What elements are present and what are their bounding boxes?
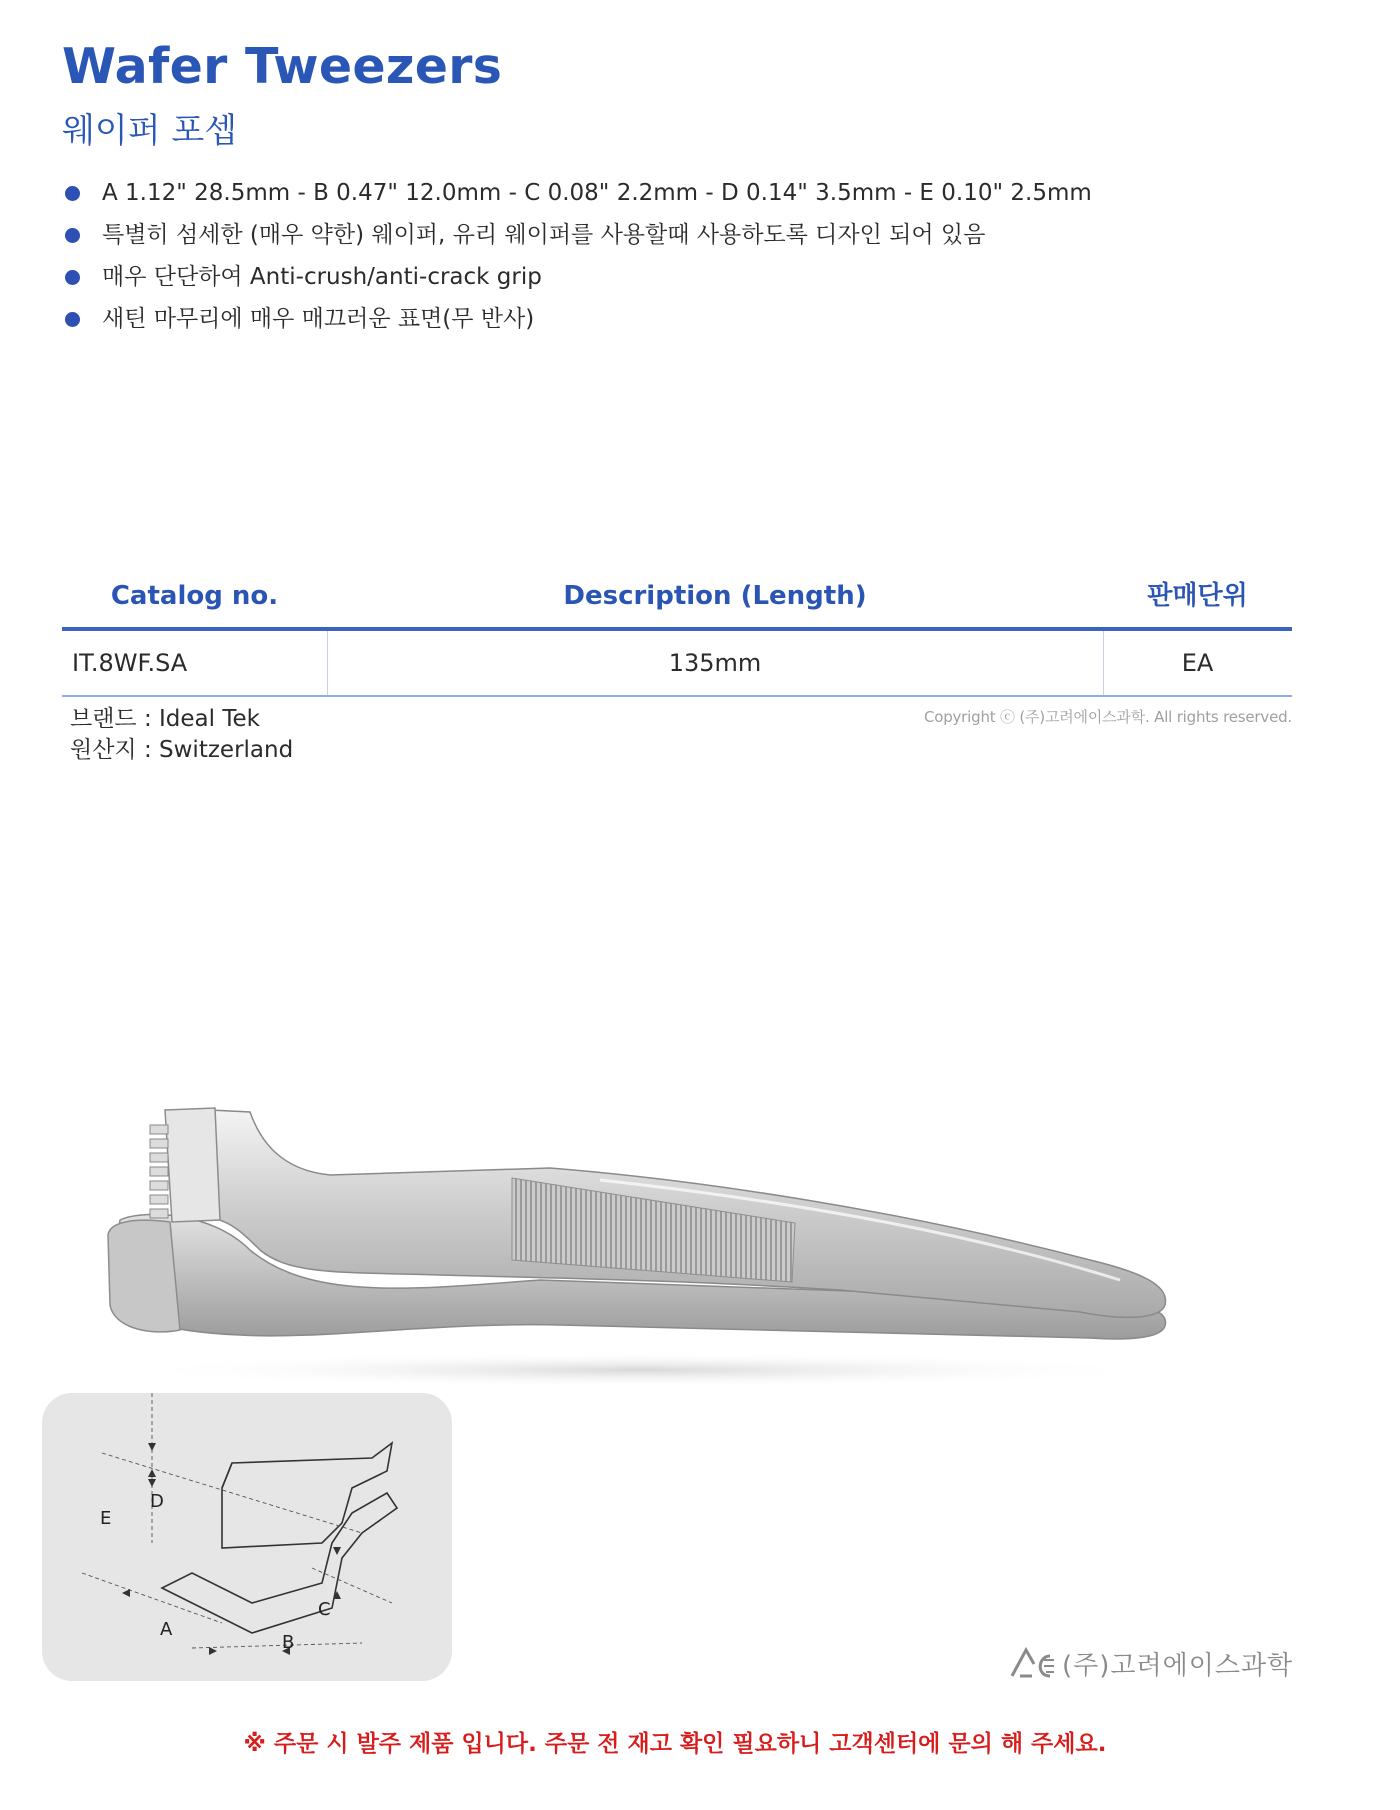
page-subtitle: 웨이퍼 포셉	[62, 111, 238, 151]
label-d: D	[150, 1491, 164, 1512]
cell-description: 135mm	[668, 649, 762, 677]
brand-info	[70, 704, 293, 766]
bullet-dot-icon	[65, 270, 80, 285]
feature-text: 매우 단단하여 Anti-crush/anti-crack grip	[102, 264, 542, 290]
logo-text: (주)고려에이스과학	[1062, 1650, 1294, 1681]
copyright-notice: Copyright ⓒ (주)고려에이스과학. All rights reserved.	[923, 708, 1292, 726]
table-bottom-rule	[62, 695, 1292, 697]
feature-text: A 1.12" 28.5mm - B 0.47" 12.0mm - C 0.08" 2.2mm - D 0.14" 3.5mm - E 0.10" 2.5mm	[102, 180, 1092, 206]
table-row	[62, 631, 1292, 695]
header-catalog: Catalog no.	[110, 581, 279, 611]
dimension-diagram	[42, 1393, 452, 1681]
label-b: B	[282, 1632, 295, 1653]
company-logo	[1010, 1645, 1293, 1681]
page-title: Wafer Tweezers	[62, 38, 503, 95]
feature-item	[62, 256, 1312, 298]
label-c: C	[318, 1599, 331, 1620]
cell-catalog: IT.8WF.SA	[72, 649, 188, 677]
feature-list	[62, 172, 1312, 340]
brand-line: 브랜드 : Ideal Tek	[70, 706, 260, 732]
origin-line: 원산지 : Switzerland	[70, 737, 294, 763]
bullet-dot-icon	[65, 312, 80, 327]
feature-text: 특별히 섬세한 (매우 약한) 웨이퍼, 유리 웨이퍼를 사용할때 사용하도록 디자인 되어 있음	[102, 222, 986, 248]
feature-item	[62, 172, 1312, 214]
ace-logo-icon	[1010, 1646, 1058, 1680]
label-a: A	[160, 1619, 173, 1640]
diagram-drawing	[42, 1393, 452, 1681]
tweezers-photo	[80, 1100, 1260, 1400]
product-table	[62, 565, 1292, 677]
bullet-dot-icon	[65, 186, 80, 201]
bullet-dot-icon	[65, 228, 80, 243]
feature-item	[62, 298, 1312, 340]
header-unit: 판매단위	[1147, 581, 1248, 611]
header-description: Description (Length)	[563, 581, 867, 611]
feature-text: 새틴 마무리에 매우 매끄러운 표면(무 반사)	[102, 306, 535, 332]
cell-unit: EA	[1181, 649, 1214, 677]
table-header	[62, 565, 1292, 627]
feature-item	[62, 214, 1312, 256]
label-e: E	[100, 1508, 112, 1529]
order-notice: ※ 주문 시 발주 제품 입니다. 주문 전 재고 확인 필요하니 고객센터에 문의 해 주세요.	[243, 1731, 1107, 1757]
